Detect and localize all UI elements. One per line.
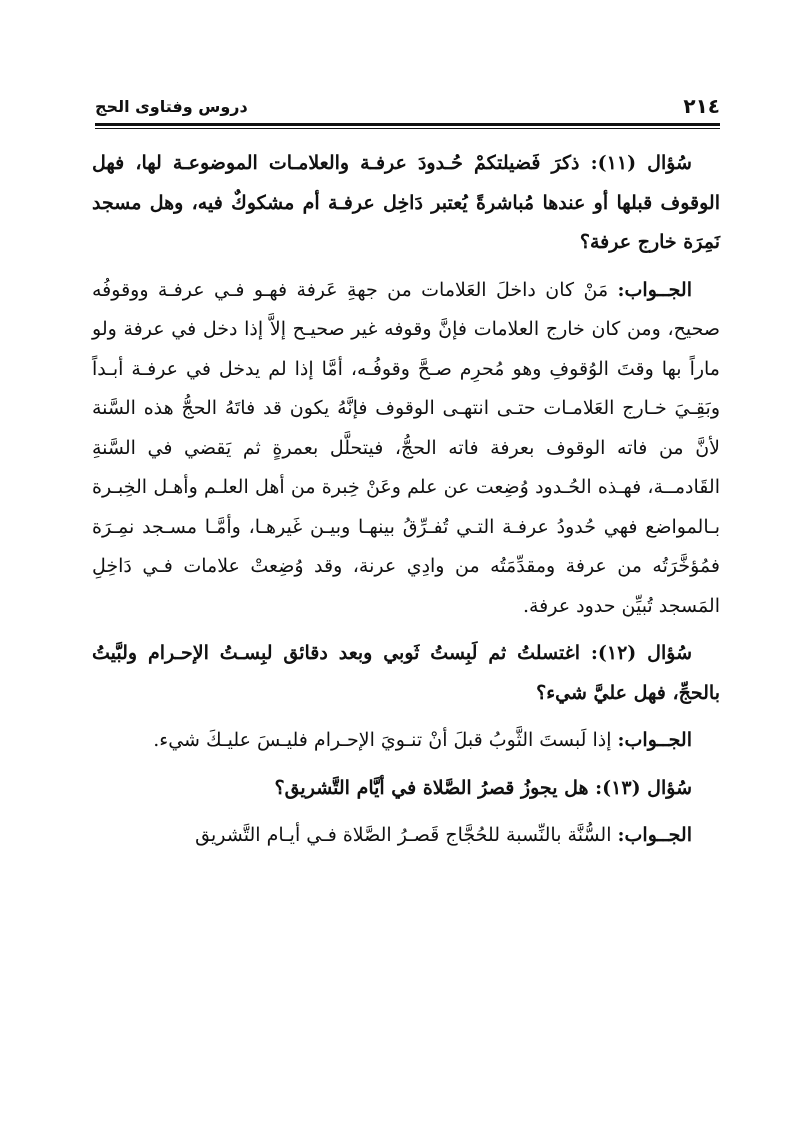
answer-text: إذا لَبستَ الثَّوبُ قبلَ أنْ تنـويَ الإحـرام فليـسَ عليـكَ شيء. [153, 729, 618, 751]
answer-label: الجــواب: [617, 824, 692, 846]
answer-12 [92, 721, 720, 761]
question-label: سُؤال (١١): [590, 152, 692, 174]
question-text: ذكرَ فَضيلتكمْ حُـدودَ عرفـة والعلامـات الموضوعـة لها، فهل الوقوف قبلها أو عندها مُباشرةً يُعتبر دَاخِل عرفـة أم مشكوكٌ فيه، وهل مسجد نَمِرَة خارج عرفة؟ [92, 152, 720, 253]
header-rule-thin [95, 128, 720, 129]
question-12 [92, 634, 720, 713]
answer-label: الجــواب: [617, 729, 692, 751]
running-header [95, 88, 720, 118]
question-11 [92, 144, 720, 263]
answer-text: السُّنَّة بالنِّسبة للحُجَّاج قَصـرُ الصَّلاة فـي أيـام التَّشريق [195, 824, 618, 846]
book-title: دروس وفتاوى الحج [95, 97, 248, 116]
question-text: هل يجوزُ قصرُ الصَّلاة في أيَّام التَّشريق؟ [274, 776, 596, 799]
question-text: اغتسلتُ ثم لَبِستُ ثَوبي وبعد دقائق لبِسـتُ الإحـرام ولبَّيتُ بالحجِّ، فهل عليَّ شيء؟ [92, 642, 720, 704]
answer-text: مَنْ كان داخلَ العَلامات من جهةِ عَرفة فهـو فـي عرفـة ووقوفُه صحيح، ومن كان خارج العلامات فإنَّ وقوفه غير صحيـح إلاَّ إذا دخل في عرفة ولو ماراً بها وقتَ الوُقوفِ وهو مُحرِم صـحَّ وقوفُـه، أمَّا إذا لم يدخل في عرفـة أبـداً وبَقِـيَ خـارج العَلامـات حتـى انتهـى الوقوف فإنَّهُ يكون قد فاتَهُ الحجُّ هذه السَّنة لأنَّ من فاته الوقوف بعرفة فاته الحجُّ، فيتحلَّل بعمرةٍ ثم يَقضي في السَّنةِ القَادمــة، فهـذه الحُـدود وُضِعت عن علم وعَنْ خِبرة من أهل العلـم وأهـل الخِبـرة بـالمواضع فهي حُدودُ عرفـة التـي تُفـرِّقُ بينهـا وبيـن غَيرهـا، وأمَّـا مسـجد نمِـرَة فمُؤخَّرَتُه من عرفة ومقدِّمَتُه من وادِي عرنة، وقد وُضِعتْ علامات فـي دَاخِلِ المَسجد تُبيِّن حدود عرفة. [92, 278, 720, 617]
header-rule [95, 123, 720, 126]
question-label: سُؤال (١٢): [590, 642, 692, 664]
page-body [92, 144, 720, 864]
page-number: ٢١٤ [683, 94, 720, 118]
question-13 [92, 769, 720, 809]
answer-label: الجــواب: [617, 278, 692, 301]
answer-13 [92, 816, 720, 856]
answer-11 [92, 271, 720, 627]
question-label: سُؤال (١٣): [595, 776, 692, 799]
